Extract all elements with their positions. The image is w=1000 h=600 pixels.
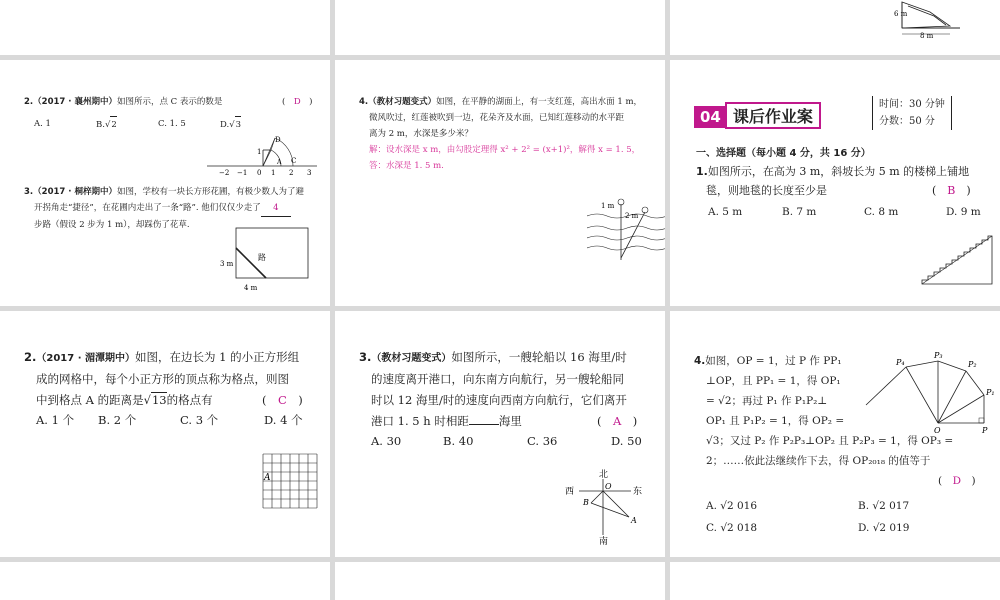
option-c[interactable]: C. 3 个 bbox=[180, 413, 219, 427]
page-card-top-right bbox=[670, 0, 1000, 55]
option-b[interactable]: B. 2 个 bbox=[98, 413, 137, 427]
page-card-bottom-right bbox=[670, 562, 1000, 600]
question-4b-options bbox=[706, 495, 909, 539]
svg-text:2 m: 2 m bbox=[625, 212, 639, 220]
question-2-stem: 2.（2017 · 襄州期中）如图所示，点 C 表示的数是 ( D ) bbox=[24, 94, 324, 110]
grid-point-a-label: A bbox=[264, 473, 271, 483]
page-card-bottom-left bbox=[0, 562, 330, 600]
fig-width-label: 8 m bbox=[920, 32, 934, 40]
section-title: 课后作业案 bbox=[725, 102, 821, 129]
page-card-2 bbox=[0, 60, 330, 306]
option-c[interactable]: C. 8 m bbox=[864, 206, 899, 218]
score-total: 分数：50 分 bbox=[879, 116, 935, 127]
option-d[interactable]: D. 50 bbox=[611, 434, 642, 448]
svg-text:1 m: 1 m bbox=[601, 202, 615, 210]
svg-text:P: P bbox=[982, 426, 988, 435]
question-2b-options bbox=[36, 410, 314, 431]
svg-text:1: 1 bbox=[257, 148, 262, 156]
section-badge: 04 bbox=[694, 106, 727, 128]
page-card-4 bbox=[670, 60, 1000, 306]
spiral-figure bbox=[858, 349, 998, 437]
question-1-stem: 1.如图所示，在高为 3 m，斜坡长为 5 m 的楼梯上铺地 毯，则地毯的长度至少是 ( B ) bbox=[696, 165, 971, 197]
option-a[interactable]: A. √2 016 bbox=[706, 500, 758, 512]
svg-text:C: C bbox=[291, 157, 297, 165]
option-a[interactable]: A. 30 bbox=[371, 434, 402, 448]
svg-text:B: B bbox=[583, 498, 589, 507]
option-d[interactable]: D.√3 bbox=[220, 116, 282, 133]
svg-text:西: 西 bbox=[565, 487, 575, 497]
homework-time-score bbox=[872, 96, 952, 130]
question-4b-stem: 4.如图，OP = 1，过 P 作 PP₁ ⊥OP，且 PP₁ = 1，得 OP₁ = √2；再过 P₁ 作 P₁P₂⊥ OP₁ 且 P₁P₂ = 1，得 OP₂ = √3；又过 P₂ 作 P₂P₃⊥OP₂ 且 P₂P₃ = 1，得 OP₃ = 2；……依此法继续作下去，得 OP₂₀₁₈ 的值等于 ( D ) bbox=[694, 355, 976, 487]
page-card-top-left bbox=[0, 0, 330, 55]
svg-text:0: 0 bbox=[257, 169, 262, 177]
svg-text:D: D bbox=[275, 136, 281, 144]
answer-q3b: A bbox=[613, 414, 622, 428]
svg-text:1: 1 bbox=[271, 169, 276, 177]
question-3b-options bbox=[371, 431, 661, 452]
solution-line-1: 解：设水深是 x m，由勾股定理得 x² + 2² = (x+1)²，解得 x = 1. 5， bbox=[369, 145, 641, 155]
svg-text:3: 3 bbox=[307, 169, 312, 177]
answer-q1: B bbox=[947, 184, 956, 197]
svg-text:北: 北 bbox=[599, 470, 609, 480]
svg-text:4 m: 4 m bbox=[244, 284, 258, 292]
section-heading: 一、选择题（每小题 4 分，共 16 分） bbox=[696, 148, 871, 159]
svg-text:−2: −2 bbox=[219, 169, 230, 177]
option-b[interactable]: B. 7 m bbox=[782, 206, 817, 218]
time-limit: 时间：30 分钟 bbox=[879, 99, 945, 110]
option-b[interactable]: B.√2 bbox=[96, 116, 158, 133]
number-line-figure bbox=[205, 136, 320, 178]
question-2-options bbox=[34, 116, 282, 133]
answer-q2: D bbox=[293, 97, 301, 107]
option-a[interactable]: A. 5 m bbox=[708, 206, 743, 218]
answer-q2b: C bbox=[278, 393, 287, 407]
question-4-stem: 4.（教材习题变式）如图，在平静的湖面上，有一支红莲，高出水面 1 m， 微风吹过，红莲被吹到一边，花朵齐及水面，已知红莲移动的水平距 离为 2 m，水深是多少米？ 解：设水深是 x m，由勾股定理得 x² + 2² = (x+1)²，解得 x = 1. 5， 答：水深是 1. 5 m. bbox=[359, 94, 659, 174]
question-3b-stem: 3.（教材习题变式）如图所示，一艘轮船以 16 海里/时 的速度离开港口，向东南方向航行，另一艘轮船同 时以 12 海里/时的速度向西南方向航行，它们离开 港口 1. 5 h 时相距 海里 ( A ) bbox=[359, 350, 638, 428]
svg-text:P₄: P₄ bbox=[896, 358, 905, 367]
option-a[interactable]: A. 1 个 bbox=[36, 413, 75, 427]
svg-text:A: A bbox=[631, 516, 637, 525]
compass-figure bbox=[563, 469, 653, 545]
svg-text:O: O bbox=[605, 482, 612, 491]
lotus-figure bbox=[587, 192, 665, 262]
solution-line-2: 答：水深是 1. 5 m. bbox=[369, 161, 444, 171]
option-b[interactable]: B. √2 017 bbox=[858, 500, 910, 512]
question-2b-stem: 2.（2017 · 湄潭期中）如图，在边长为 1 的小正方形组 成的网格中，每个小正方形的顶点称为格点，则图 中到格点 A 的距离是√13的格点有 ( C ) bbox=[24, 350, 303, 407]
garden-figure bbox=[218, 226, 318, 296]
question-1-options bbox=[708, 203, 996, 222]
page-card-bottom-middle bbox=[335, 562, 665, 600]
option-c[interactable]: C. √2 018 bbox=[706, 522, 758, 534]
option-d[interactable]: D. 4 个 bbox=[264, 413, 303, 427]
page-card-6 bbox=[335, 311, 665, 557]
page-card-3 bbox=[335, 60, 665, 306]
page-card-7 bbox=[670, 311, 1000, 557]
page-card-top-middle bbox=[335, 0, 665, 55]
answer-q4b: D bbox=[952, 475, 962, 487]
option-c[interactable]: C. 36 bbox=[527, 434, 558, 448]
svg-text:A: A bbox=[277, 159, 282, 166]
road-label: 路 bbox=[258, 253, 266, 262]
svg-text:3 m: 3 m bbox=[220, 260, 234, 268]
svg-text:O: O bbox=[934, 426, 941, 435]
option-d[interactable]: D. √2 019 bbox=[858, 522, 910, 534]
staircase-figure bbox=[916, 230, 996, 290]
option-b[interactable]: B. 40 bbox=[443, 434, 474, 448]
svg-text:2: 2 bbox=[289, 169, 294, 177]
svg-text:P₁: P₁ bbox=[986, 388, 995, 397]
option-d[interactable]: D. 9 m bbox=[946, 206, 981, 218]
option-c[interactable]: C. 1. 5 bbox=[158, 119, 186, 129]
svg-text:P₂: P₂ bbox=[968, 360, 977, 369]
svg-text:P₃: P₃ bbox=[934, 351, 943, 360]
grid-figure bbox=[260, 451, 322, 513]
svg-text:−1: −1 bbox=[237, 169, 248, 177]
page-card-5 bbox=[0, 311, 330, 557]
blank-answer-q3b bbox=[469, 424, 499, 425]
ladder-figure-6m-8m bbox=[890, 0, 990, 40]
answer-bracket: ( D ) bbox=[282, 97, 313, 107]
question-3-stem: 3.（2017 · 桐梓期中）如图，学校有一块长方形花圃，有极少数人为了避 开拐角走“捷径”，在花圃内走出了一条“路”. 他们仅仅少走了 4 步路（假设 2 步为 1 m），却踩伤了花草. bbox=[24, 187, 304, 230]
svg-text:东: 东 bbox=[633, 487, 643, 497]
option-a[interactable]: A. 1 bbox=[34, 119, 51, 129]
svg-text:南: 南 bbox=[599, 537, 609, 545]
blank-answer-q3: 4 bbox=[261, 200, 291, 217]
homework-header bbox=[694, 102, 821, 129]
fig-height-label: 6 m bbox=[894, 10, 908, 18]
